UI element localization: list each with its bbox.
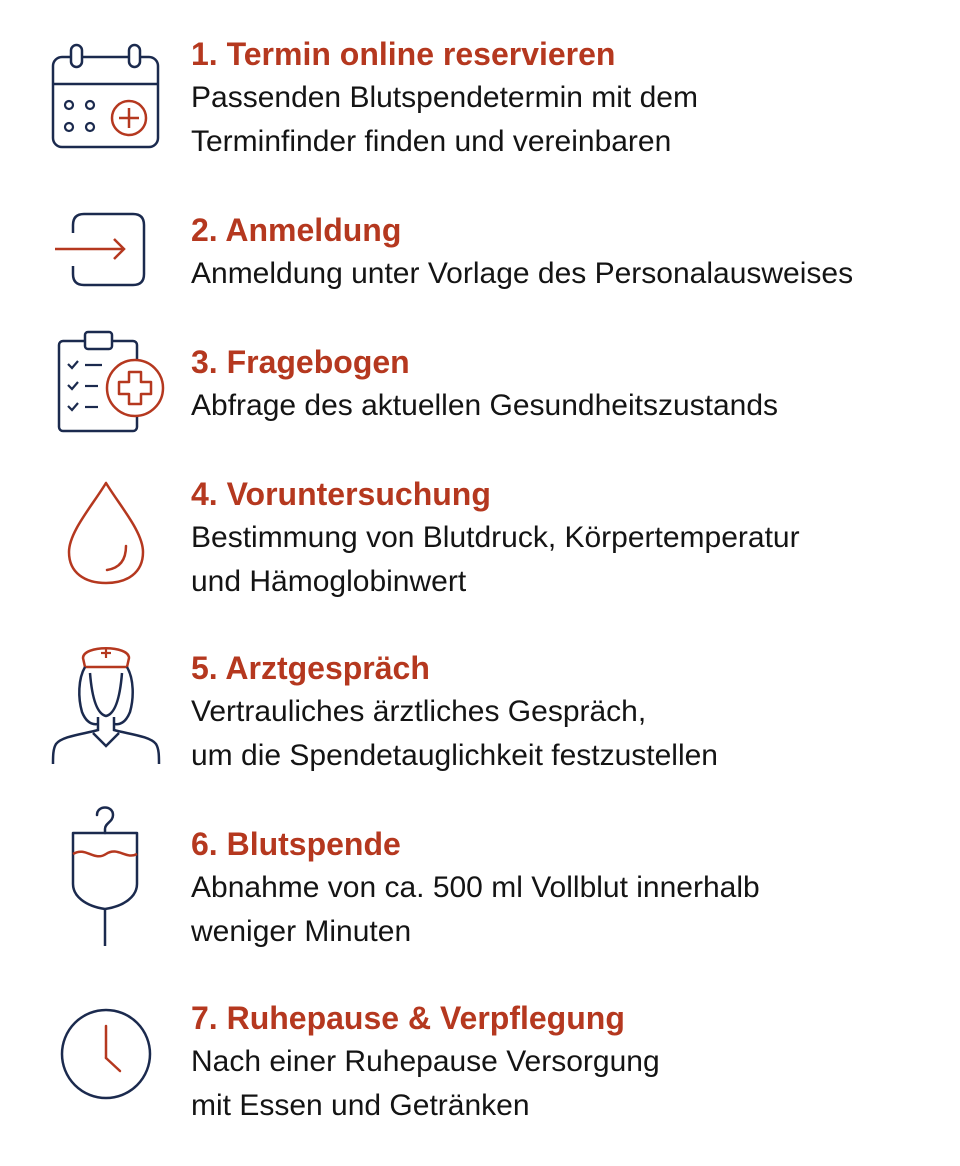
step-3-title: 3. Fragebogen (191, 344, 410, 380)
step-6-text (191, 822, 951, 954)
blood-bag-icon (40, 796, 170, 936)
step-5-line-1: Vertrauliches ärztliches Gespräch, (191, 695, 647, 728)
step-7-title: 7. Ruhepause & Verpflegung (191, 1000, 625, 1036)
step-7-line-1: Nach einer Ruhepause Versorgung (191, 1045, 660, 1078)
step-1-line-1: Passenden Blutspendetermin mit dem (191, 81, 698, 114)
step-5-text (191, 646, 951, 778)
step-6-line-1: Abnahme von ca. 500 ml Vollblut innerhalb (191, 871, 760, 904)
step-6-title: 6. Blutspende (191, 826, 401, 862)
step-2-line-1: Anmeldung unter Vorlage des Personalausweises (191, 257, 854, 290)
step-4-line-2: und Hämoglobinwert (191, 565, 467, 598)
step-3-line-1: Abfrage des aktuellen Gesundheitszustands (191, 389, 779, 422)
step-7-text (191, 996, 951, 1128)
nurse-icon (40, 636, 170, 776)
step-4-line-1: Bestimmung von Blutdruck, Körpertemperatur (191, 521, 800, 554)
step-5-line-2: um die Spendetauglichkeit festzustellen (191, 739, 718, 772)
step-1-title: 1. Termin online reservieren (191, 36, 616, 72)
step-1-line-2: Terminfinder finden und vereinbaren (191, 125, 672, 158)
clock-icon (40, 1006, 170, 1146)
step-4-text (191, 472, 951, 604)
step-5-title: 5. Arztgespräch (191, 650, 430, 686)
step-7-line-2: mit Essen und Getränken (191, 1089, 530, 1122)
step-4-title: 4. Voruntersuchung (191, 476, 491, 512)
step-2-text (191, 208, 951, 296)
clipboard-medical-icon (40, 328, 170, 468)
step-1-text (191, 32, 951, 164)
blood-drop-icon (40, 480, 170, 620)
calendar-plus-icon (40, 42, 170, 182)
step-6-line-2: weniger Minuten (191, 915, 412, 948)
sign-in-arrow-icon (40, 208, 170, 348)
step-2-title: 2. Anmeldung (191, 212, 402, 248)
step-3-text (191, 340, 951, 428)
